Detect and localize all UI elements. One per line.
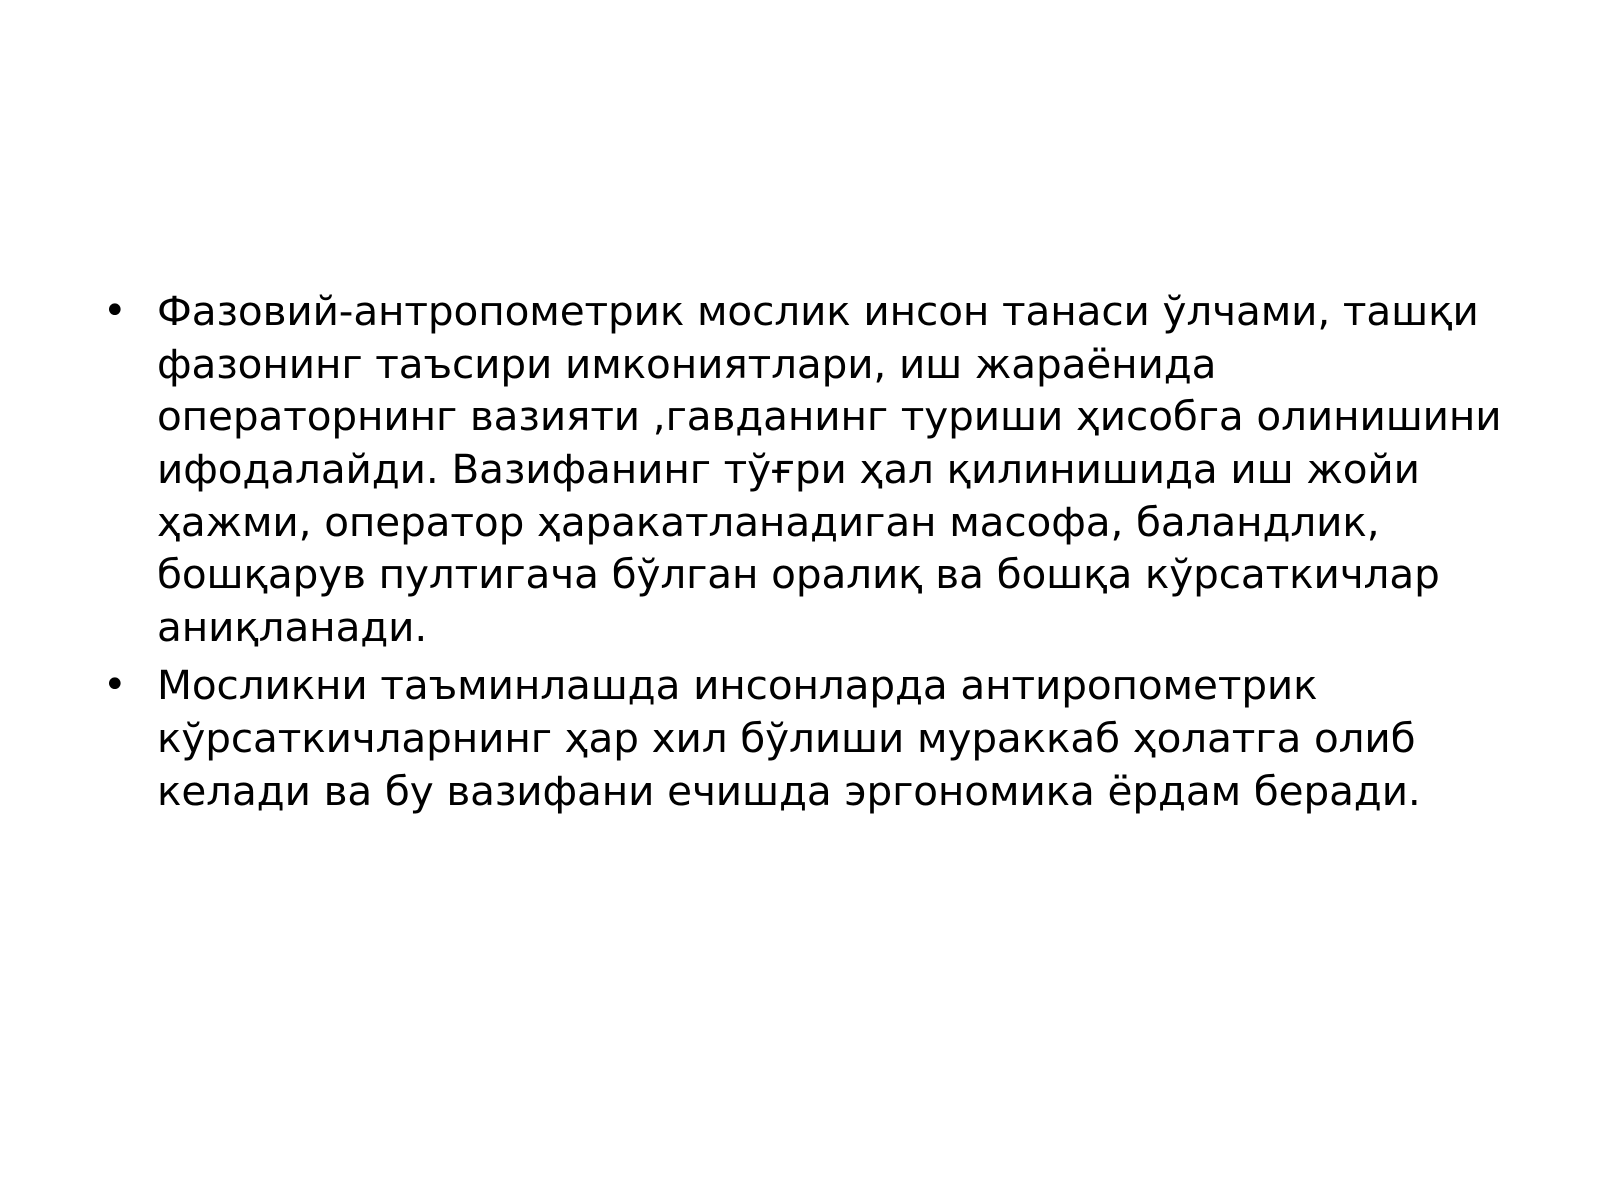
slide-content-block	[85, 285, 1525, 823]
bullet-list	[85, 285, 1525, 817]
bullet-point-icon: •	[103, 662, 127, 709]
list-item	[85, 659, 1525, 817]
bullet-item-text: Мосликни таъминлашда инсонларда антиропометрик кўрсаткичларнинг ҳар хил бўлиши мураккаб ҳолатга олиб келади ва бу вазифани ечишда эргономика ёрдам беради.	[157, 661, 1421, 815]
list-item	[85, 285, 1525, 653]
bullet-item-text: Фазовий-антропометрик мослик инсон танаси ўлчами, ташқи фазонинг таъсири имкониятлари, иш жараёнида операторнинг вазияти ,гавданинг туриши ҳисобга олинишини ифодалайди. Вазифанинг тўғри ҳал қилинишида иш жойи ҳажми, оператор ҳаракатланадиган масофа, баландлик, бошқарув пултигача бўлган оралиқ ва бошқа кўрсаткичлар аниқланади.	[157, 287, 1502, 651]
bullet-point-icon: •	[103, 288, 127, 334]
